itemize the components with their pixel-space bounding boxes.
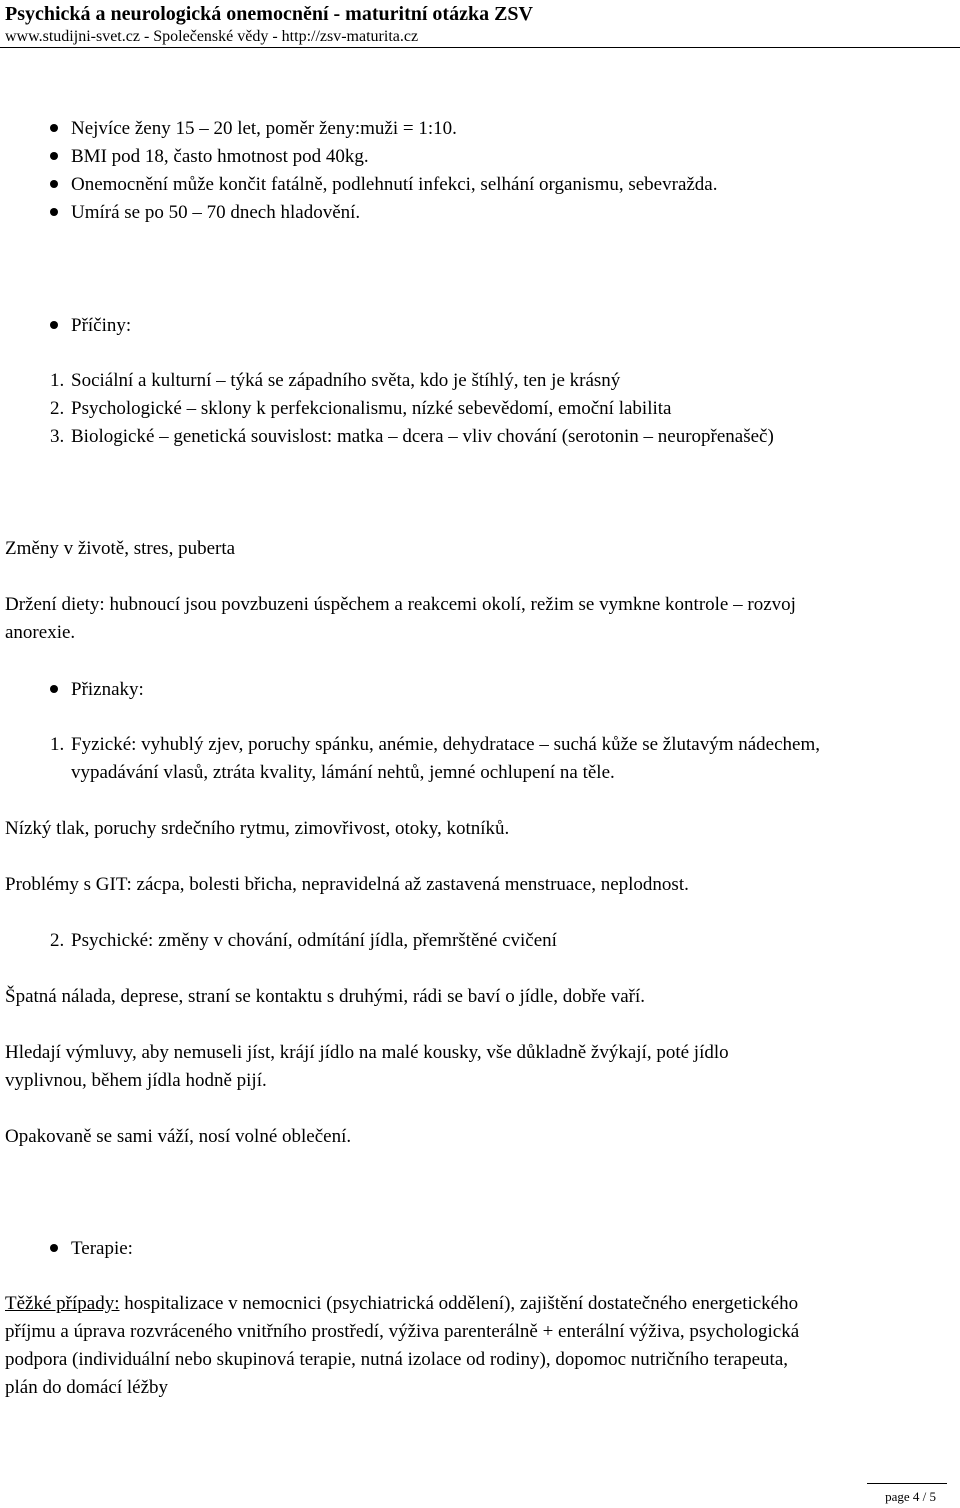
symptoms-heading: Přiznaky: (50, 676, 144, 704)
paragraph-excuses: Hledají výmluvy, aby nemuseli jíst, krájí jídlo na malé kousky, vše důkladně žvýkají, poté jídlo (5, 1042, 729, 1063)
symptom-item-physical-continued: vypadávání vlasů, ztráta kvality, lámání nehtů, jemné ochlupení na těle. (71, 762, 615, 783)
cause-item: 1. Sociální a kulturní – týká se západního světa, kdo je štíhlý, ten je krásný (50, 370, 621, 391)
list-item: Onemocnění může končit fatálně, podlehnutí infekci, selhání organismu, sebevražda. (50, 171, 718, 199)
severe-cases-label: Těžké případy: (5, 1293, 120, 1314)
therapy-line: příjmu a úprava rozvráceného vnitřního prostředí, výživa parenterálně + enterální výživa, psychologická (5, 1321, 800, 1342)
paragraph-changes: Změny v životě, stres, puberta (5, 538, 236, 559)
list-item: BMI pod 18, často hmotnost pod 40kg. (50, 143, 369, 171)
bullet-icon (50, 321, 58, 329)
causes-heading: Příčiny: (50, 312, 131, 340)
document-subtitle: www.studijni-svet.cz - Společenské vědy - http://zsv-maturita.cz (5, 28, 419, 45)
bullet-icon (50, 685, 58, 693)
therapy-line: podpora (individuální nebo skupinová terapie, nutná izolace od rodiny), dopomoc nutričního terapeuta, (5, 1349, 788, 1370)
bullet-icon (50, 152, 58, 160)
footer-divider (867, 1483, 947, 1484)
paragraph-git: Problémy s GIT: zácpa, bolesti břicha, nepravidelná až zastavená menstruace, neplodnost. (5, 874, 689, 895)
paragraph-diet-continued: anorexie. (5, 622, 76, 643)
therapy-line: plán do domácí léžby (5, 1377, 169, 1398)
header-divider (0, 47, 960, 48)
cause-item: 3. Biologické – genetická souvislost: matka – dcera – vliv chování (serotonin – neuropřenašeč) (50, 426, 774, 447)
paragraph-pressure: Nízký tlak, poruchy srdečního rytmu, zimovřivost, otoky, kotníků. (5, 818, 510, 839)
bullet-icon (50, 208, 58, 216)
paragraph-excuses-continued: vyplivnou, během jídla hodně pijí. (5, 1070, 267, 1091)
list-item: Umírá se po 50 – 70 dnech hladovění. (50, 199, 360, 227)
symptom-item-psychic: 2. Psychické: změny v chování, odmítání jídla, přemrštěné cvičení (50, 930, 557, 951)
document-title: Psychická a neurologická onemocnění - maturitní otázka ZSV (5, 3, 533, 25)
page-number: page 4 / 5 (885, 1489, 936, 1504)
page-header (5, 0, 533, 47)
therapy-heading: Terapie: (50, 1235, 133, 1263)
paragraph-diet: Držení diety: hubnoucí jsou povzbuzeni úspěchem a reakcemi okolí, režim se vymkne kontrole – rozvoj (5, 594, 796, 615)
paragraph-mood: Špatná nálada, deprese, straní se kontaktu s druhými, rádi se baví o jídle, dobře vaří. (5, 986, 646, 1007)
therapy-line: Těžké případy: hospitalizace v nemocnici (psychiatrická oddělení), zajištění dostatečného energetického (5, 1293, 799, 1314)
bullet-icon (50, 1244, 58, 1252)
bullet-icon (50, 180, 58, 188)
paragraph-weigh: Opakovaně se sami váží, nosí volné oblečení. (5, 1126, 352, 1147)
cause-item: 2. Psychologické – sklony k perfekcionalismu, nízké sebevědomí, emoční labilita (50, 398, 672, 419)
symptom-item-physical: 1. Fyzické: vyhublý zjev, poruchy spánku, anémie, dehydratace – suchá kůže se žlutavým nádechem, (50, 734, 820, 755)
list-item: Nejvíce ženy 15 – 20 let, poměr ženy:muži = 1:10. (50, 115, 457, 143)
bullet-icon (50, 124, 58, 132)
